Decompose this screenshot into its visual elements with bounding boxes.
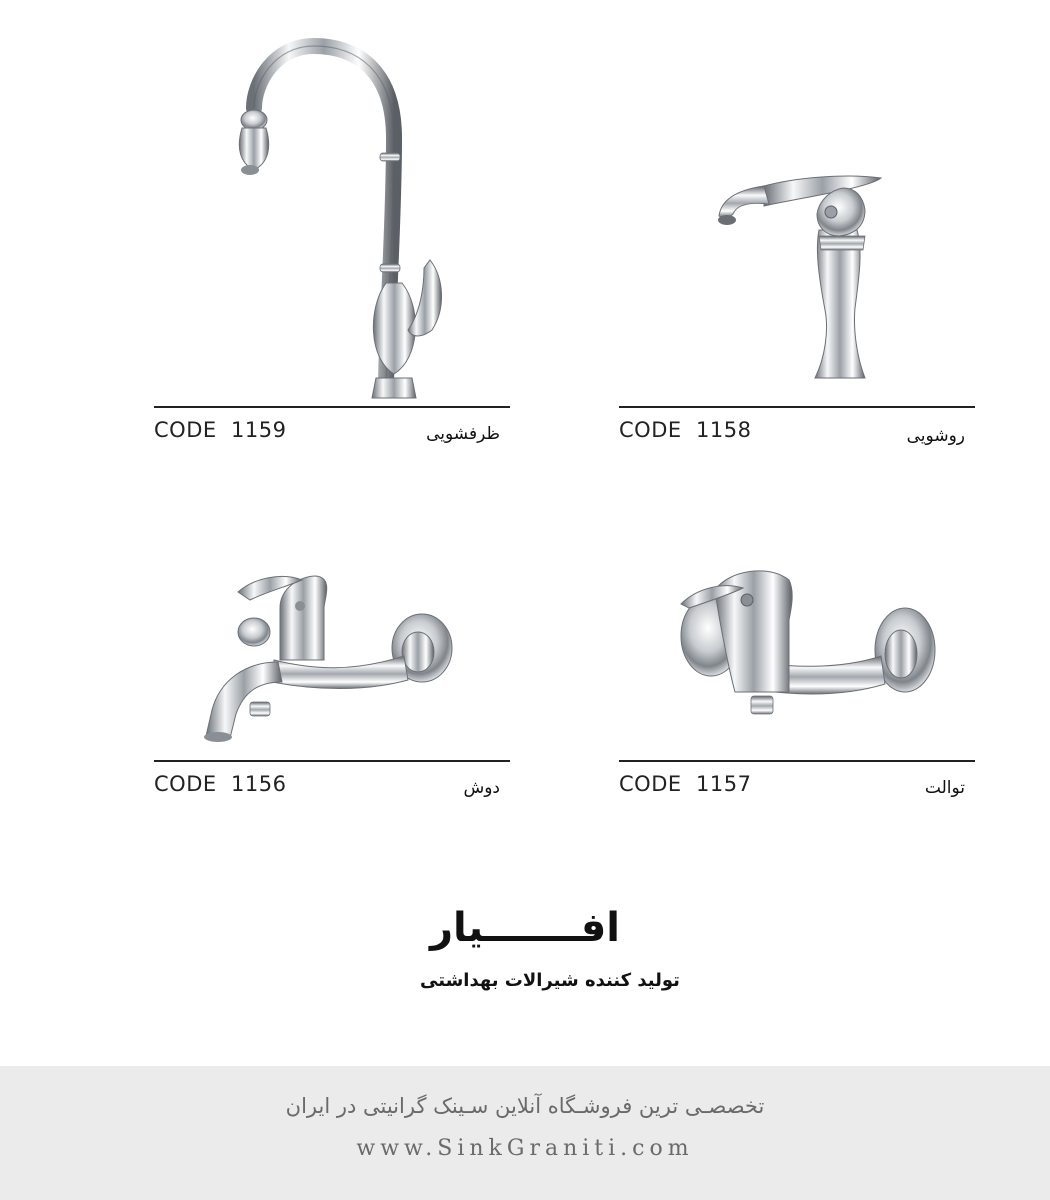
product-name: روشویی: [906, 426, 965, 446]
divider-line: [619, 760, 975, 762]
footer: [0, 1066, 1050, 1200]
divider-line: [154, 760, 510, 762]
product-name: توالت: [924, 778, 965, 798]
divider-line: [154, 406, 510, 408]
basin-faucet-icon: [619, 38, 975, 404]
brand-name: افـــــــیار: [430, 905, 620, 951]
product-code: CODE 1159: [154, 418, 287, 442]
divider-line: [619, 406, 975, 408]
product-code: CODE 1157: [619, 772, 752, 796]
kitchen-faucet-icon: [154, 38, 510, 404]
toilet-mixer-icon: [619, 560, 975, 760]
bath-shower-mixer-icon: [154, 560, 510, 760]
product-code: CODE 1158: [619, 418, 752, 442]
product-code: CODE 1156: [154, 772, 287, 796]
footer-url[interactable]: www.SinkGraniti.com: [356, 1136, 694, 1161]
footer-slogan: تخصصـی ترین فروشـگاه آنلاین سـینک گرانیتی در ایران: [285, 1094, 765, 1118]
product-name: دوش: [463, 778, 500, 798]
product-name: ظرفشویی: [426, 424, 500, 444]
brand-tagline: تولید کننده شیرالات بهداشتی: [420, 970, 680, 991]
